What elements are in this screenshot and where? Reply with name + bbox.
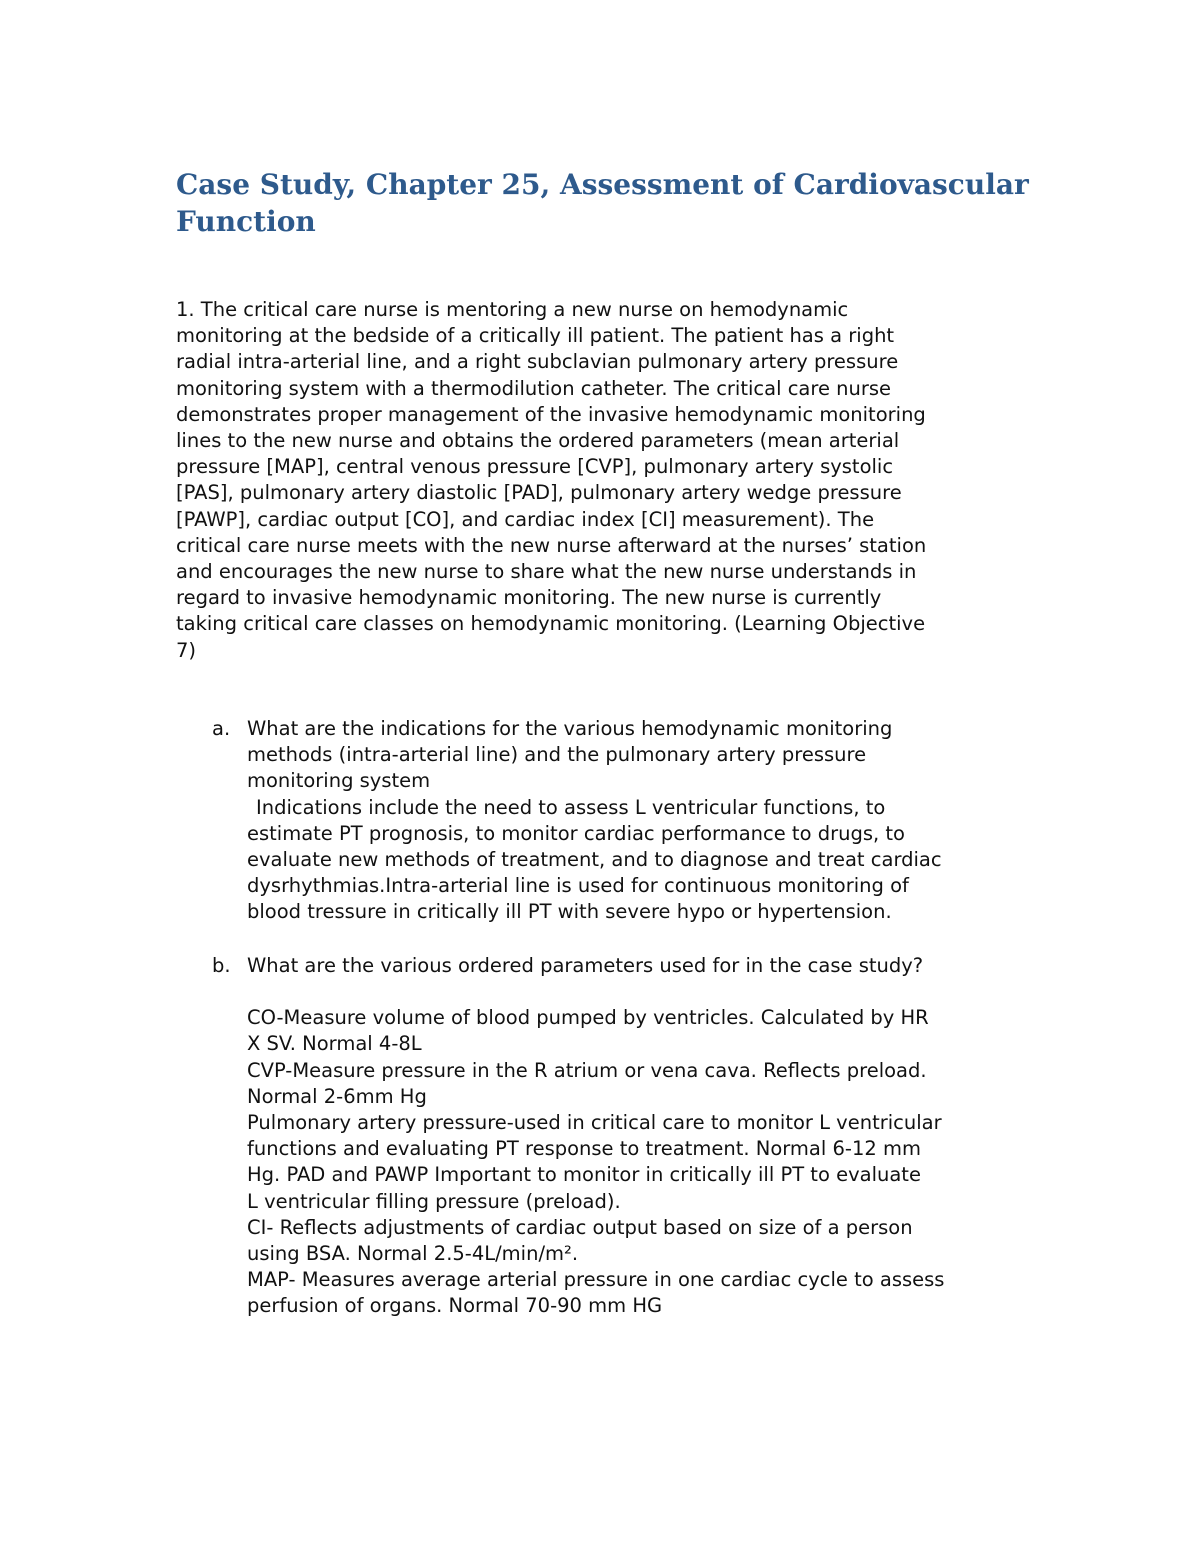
- question-a-line: methods (intra-arterial line) and the pulmonary artery pressure: [247, 743, 867, 767]
- question-b-block: [176, 953, 1036, 1320]
- answer-b-line: functions and evaluating PT response to treatment. Normal 6-12 mm: [247, 1137, 921, 1161]
- case-intro-paragraph: [176, 297, 1026, 664]
- answer-b-line: Hg. PAD and PAWP Important to monitor in critically ill PT to evaluate: [247, 1163, 921, 1187]
- question-a-block: [176, 716, 1036, 926]
- document-title: Case Study, Chapter 25, Assessment of Cardiovascular Function: [176, 168, 1029, 238]
- intro-line: [PAWP], cardiac output [CO], and cardiac index [CI] measurement). The: [176, 507, 875, 531]
- answer-b-line: CI- Reflects adjustments of cardiac output based on size of a person: [247, 1215, 913, 1239]
- answer-a-line: dysrhythmias.Intra-arterial line is used for continuous monitoring of: [247, 874, 909, 898]
- answer-b-line: CVP-Measure pressure in the R atrium or vena cava. Reflects preload.: [247, 1058, 927, 1082]
- answer-b-line: using BSA. Normal 2.5-4L/min/m².: [247, 1242, 579, 1266]
- answer-b-line: perfusion of organs. Normal 70-90 mm HG: [247, 1294, 663, 1318]
- intro-line: monitoring at the bedside of a critically ill patient. The patient has a right: [176, 324, 895, 348]
- question-a-line: What are the indications for the various hemodynamic monitoring: [247, 717, 893, 740]
- list-marker-b: b.: [212, 954, 231, 977]
- intro-line: [PAS], pulmonary artery diastolic [PAD], pulmonary artery wedge pressure: [176, 481, 902, 505]
- answer-b-line: X SV. Normal 4-8L: [247, 1032, 422, 1056]
- intro-line: 7): [176, 638, 197, 662]
- answer-b-line: L ventricular filling pressure (preload).: [247, 1189, 621, 1213]
- intro-line: demonstrates proper management of the invasive hemodynamic monitoring: [176, 402, 926, 426]
- answer-a-line: estimate PT prognosis, to monitor cardiac performance to drugs, to: [247, 821, 905, 845]
- question-b-line: What are the various ordered parameters used for in the case study?: [247, 954, 924, 977]
- intro-line: taking critical care classes on hemodynamic monitoring. (Learning Objective: [176, 612, 926, 636]
- intro-line: monitoring system with a thermodilution catheter. The critical care nurse: [176, 376, 892, 400]
- paragraph-spacer: [247, 979, 1027, 1005]
- question-b-content: [247, 953, 1027, 1320]
- intro-line: regard to invasive hemodynamic monitoring. The new nurse is currently: [176, 586, 882, 610]
- answer-b-line: MAP- Measures average arterial pressure in one cardiac cycle to assess: [247, 1268, 945, 1292]
- question-a-line: monitoring system: [247, 769, 431, 793]
- answer-b-line: Normal 2-6mm Hg: [247, 1084, 427, 1108]
- intro-line: and encourages the new nurse to share what the new nurse understands in: [176, 560, 917, 584]
- intro-line: pressure [MAP], central venous pressure [CVP], pulmonary artery systolic: [176, 455, 894, 479]
- answer-b-line: CO-Measure volume of blood pumped by ventricles. Calculated by HR: [247, 1006, 929, 1030]
- intro-line: lines to the new nurse and obtains the ordered parameters (mean arterial: [176, 429, 900, 453]
- intro-line: critical care nurse meets with the new nurse afterward at the nurses’ station: [176, 533, 927, 557]
- answer-a-line: Indications include the need to assess L ventricular functions, to: [256, 795, 886, 819]
- intro-line: 1. The critical care nurse is mentoring a new nurse on hemodynamic: [176, 298, 849, 321]
- answer-b-line: Pulmonary artery pressure-used in critical care to monitor L ventricular: [247, 1111, 942, 1135]
- answer-a-line: evaluate new methods of treatment, and to diagnose and treat cardiac: [247, 848, 942, 872]
- list-marker-a: a.: [212, 717, 231, 740]
- intro-line: radial intra-arterial line, and a right subclavian pulmonary artery pressure: [176, 350, 899, 374]
- answer-a-line: blood tressure in critically ill PT with severe hypo or hypertension.: [247, 900, 892, 924]
- question-a-content: [247, 716, 1027, 926]
